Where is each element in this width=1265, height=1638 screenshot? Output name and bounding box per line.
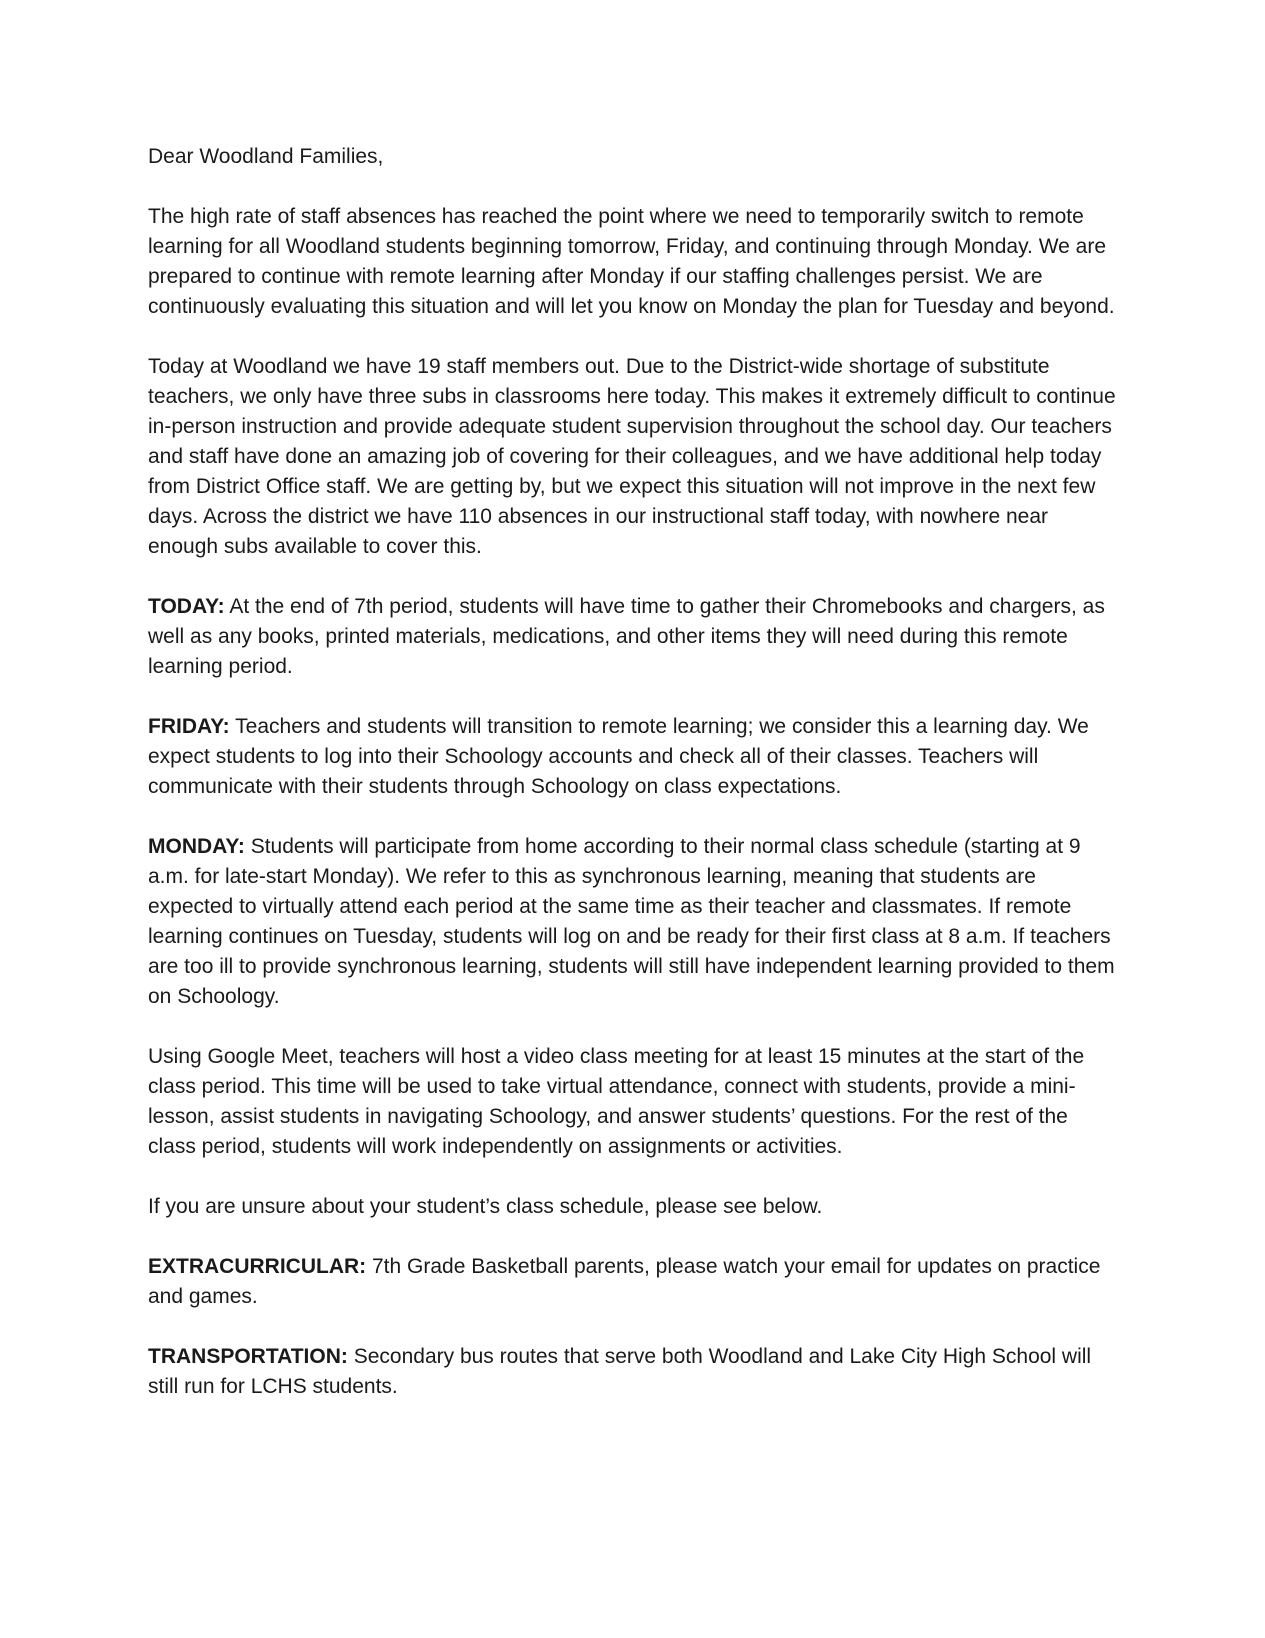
greeting: Dear Woodland Families, bbox=[148, 145, 384, 168]
monday-section bbox=[148, 832, 1116, 1012]
schedule-note-paragraph: If you are unsure about your student’s class schedule, please see below. bbox=[148, 1195, 823, 1218]
today-text: At the end of 7th period, students will have time to gather their Chromebooks and chargers, as well as any books, printed materials, medications, and other items they will need during this remote learning period. bbox=[148, 595, 1105, 678]
friday-text: Teachers and students will transition to remote learning; we consider this a learning day. We expect students to log into their Schoology accounts and check all of their classes. Teachers will communicate with their students through Schoology on class expectations. bbox=[148, 715, 1089, 798]
friday-label: FRIDAY: bbox=[148, 715, 230, 738]
transportation-label: TRANSPORTATION: bbox=[148, 1345, 348, 1368]
extracurricular-label: EXTRACURRICULAR: bbox=[148, 1255, 367, 1278]
google-meet-paragraph: Using Google Meet, teachers will host a video class meeting for at least 15 minutes at the start of the class period. This time will be used to take virtual attendance, connect with students, provide a mini-lesson, assist students in navigating Schoology, and answer students’ questions. For the rest of the class period, students will work independently on assignments or activities. bbox=[148, 1045, 1085, 1158]
monday-text: Students will participate from home according to their normal class schedule (starting at 9 a.m. for late-start Monday). We refer to this as synchronous learning, meaning that students are expected to virtually attend each period at the same time as their teacher and classmates. If remote learning continues on Tuesday, students will log on and be ready for their first class at 8 a.m. If teachers are too ill to provide synchronous learning, students will still have independent learning provided to them on Schoology. bbox=[148, 835, 1115, 1008]
today-label: TODAY: bbox=[148, 595, 225, 618]
friday-section bbox=[148, 712, 1116, 802]
transportation-section bbox=[148, 1342, 1116, 1402]
monday-label: MONDAY: bbox=[148, 835, 245, 858]
today-section bbox=[148, 592, 1116, 682]
letter-body bbox=[148, 142, 1116, 1432]
extracurricular-text: 7th Grade Basketball parents, please watch your email for updates on practice and games. bbox=[148, 1255, 1101, 1308]
extracurricular-section bbox=[148, 1252, 1116, 1312]
transportation-text: Secondary bus routes that serve both Woodland and Lake City High School will still run for LCHS students. bbox=[148, 1345, 1092, 1398]
intro-paragraph: The high rate of staff absences has reached the point where we need to temporarily switch to remote learning for all Woodland students beginning tomorrow, Friday, and continuing through Monday. We are prepared to continue with remote learning after Monday if our staffing challenges persist. We are continuously evaluating this situation and will let you know on Monday the plan for Tuesday and beyond. bbox=[148, 205, 1115, 318]
staffing-paragraph: Today at Woodland we have 19 staff members out. Due to the District-wide shortage of substitute teachers, we only have three subs in classrooms here today. This makes it extremely difficult to continue in-person instruction and provide adequate student supervision throughout the school day. Our teachers and staff have done an amazing job of covering for their colleagues, and we have additional help today from District Office staff. We are getting by, but we expect this situation will not improve in the next few days. Across the district we have 110 absences in our instructional staff today, with nowhere near enough subs available to cover this. bbox=[148, 355, 1116, 558]
